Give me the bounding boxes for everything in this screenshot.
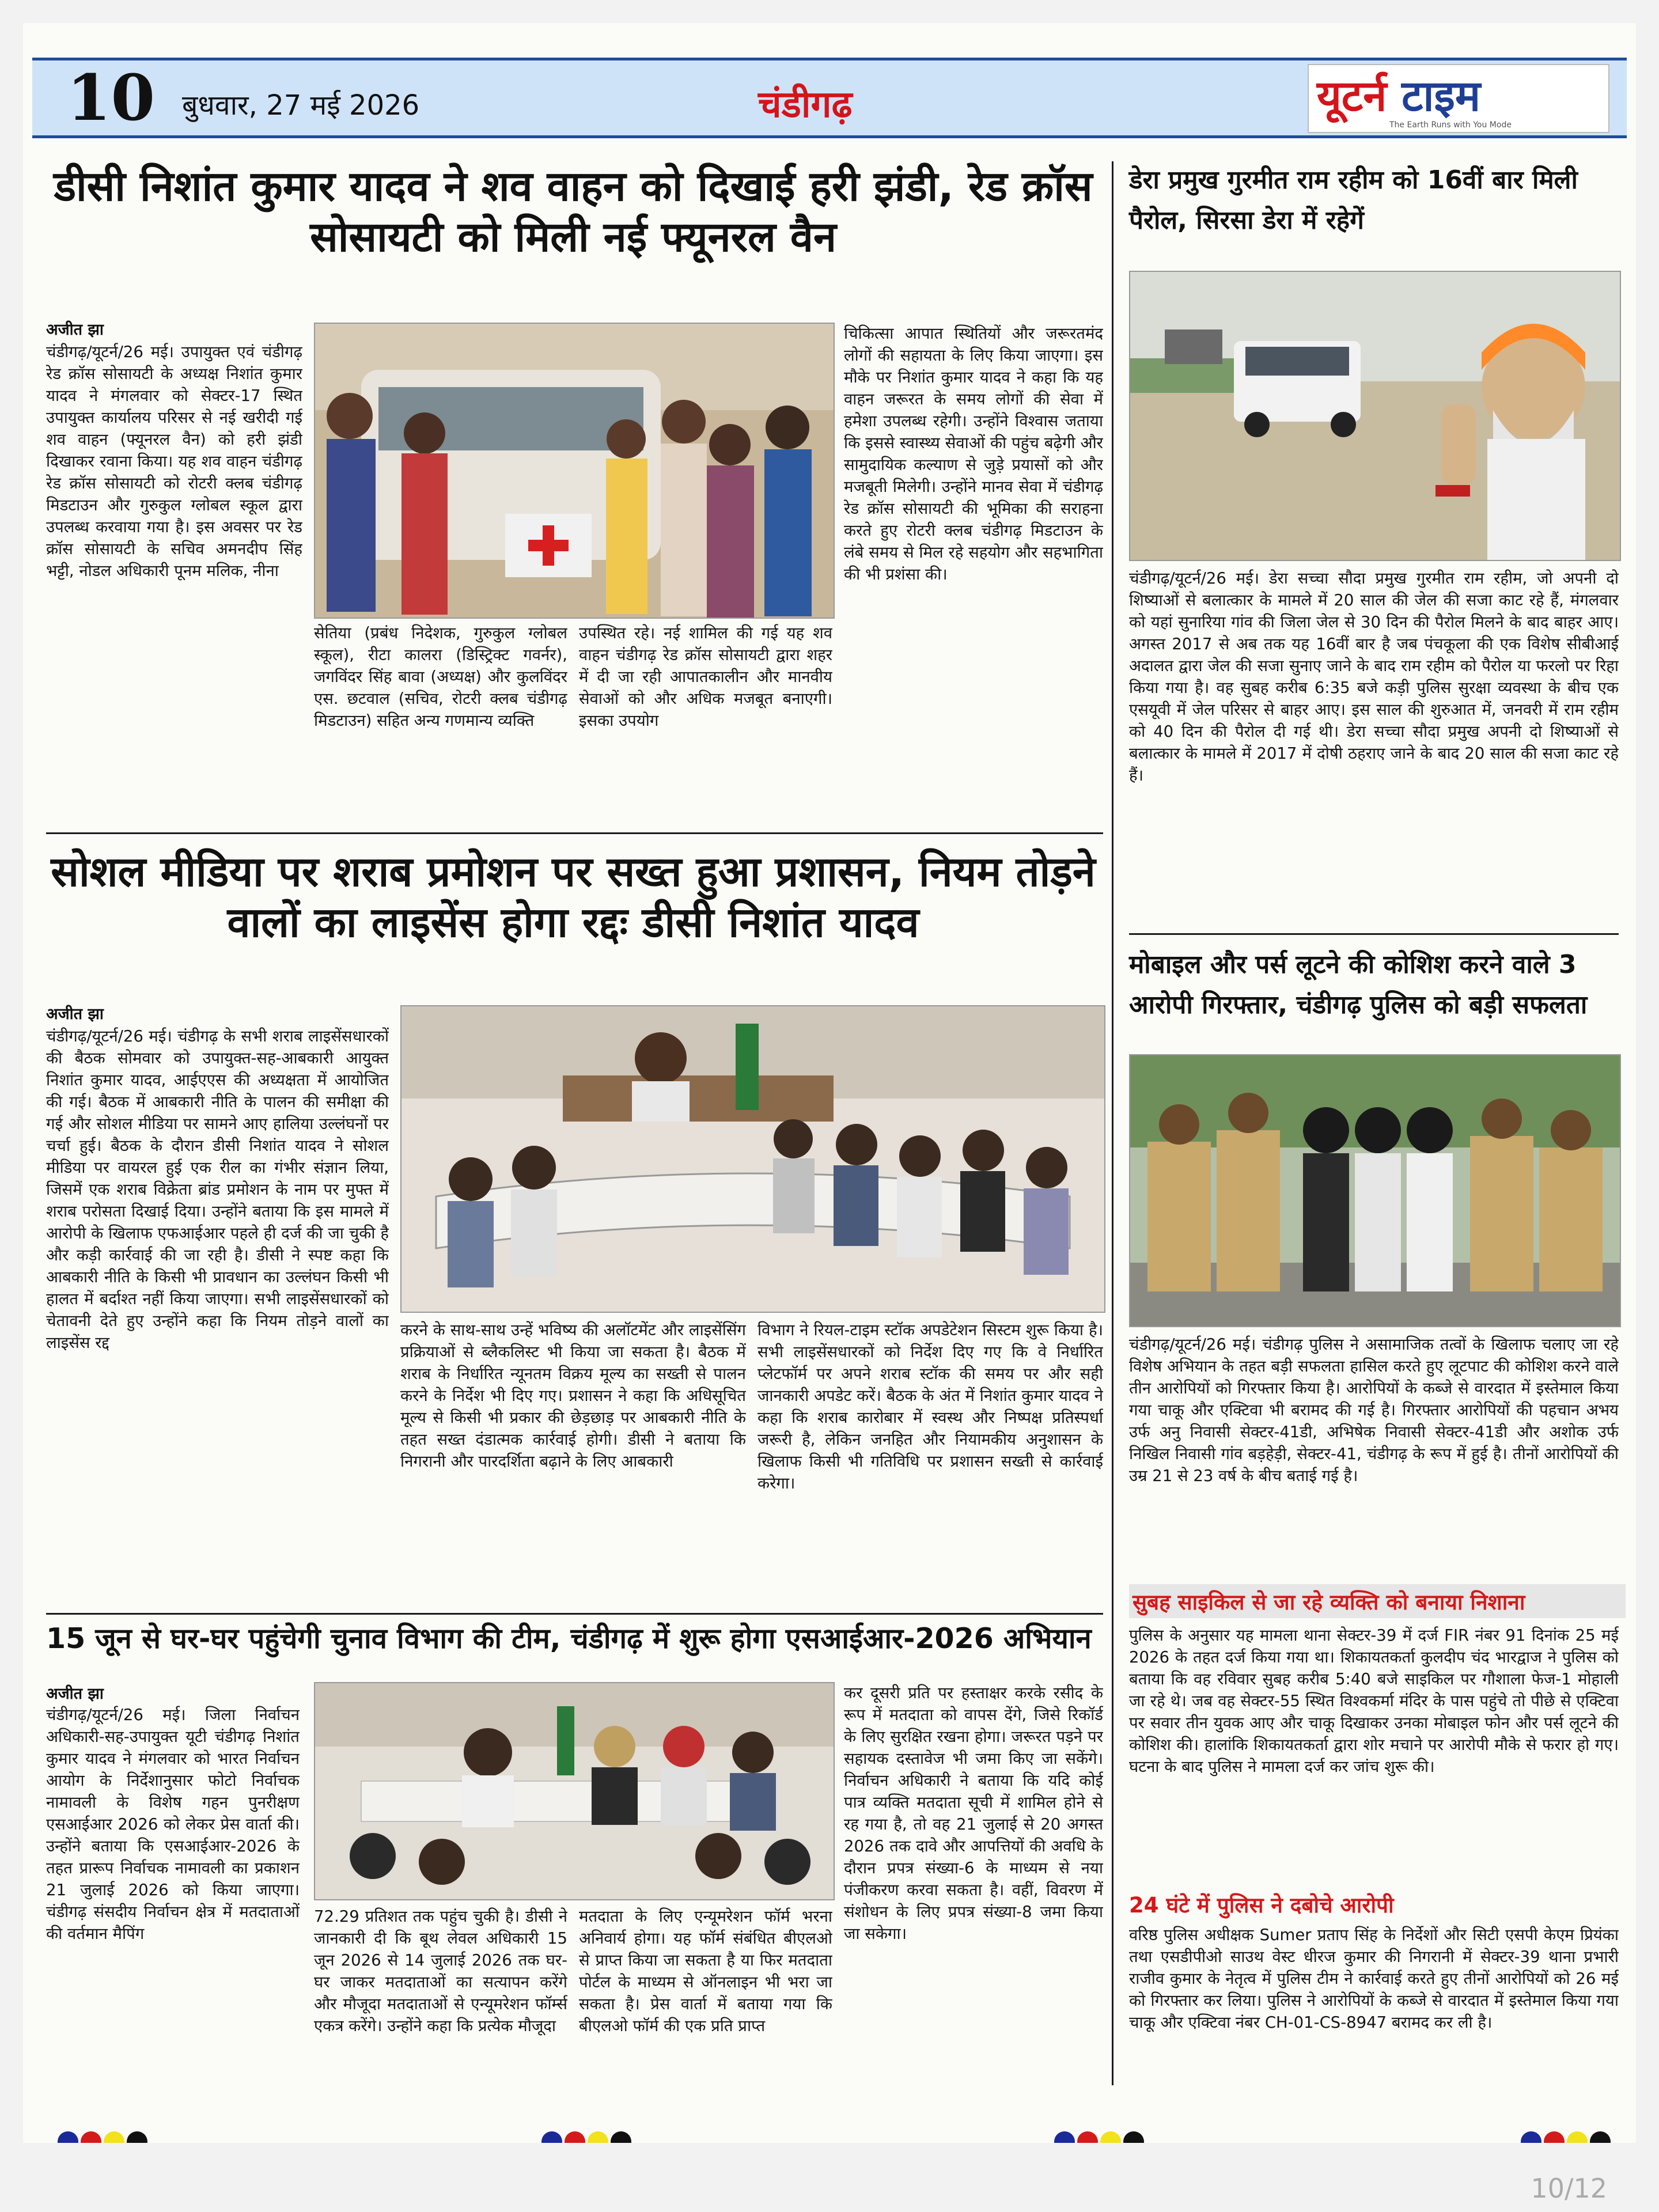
- story5-subhead2: 24 घंटे में पुलिस ने दबोचे आरोपी: [1129, 1893, 1394, 1918]
- story3-col3: मतदाता के लिए एन्यूमरेशन फॉर्म भरना अनिवार्य होगा। यह फॉर्म संबंधित बीएलओ से प्राप्त किया जा सकता है या फिर मतदाता पोर्टल के माध्यम से ऑनलाइन भी भरा जा सकता है। प्रेस वार्ता में बताया गया कि बीएलओ फॉर्म की एक प्रति प्राप्त: [579, 1907, 832, 2035]
- story2-col3: विभाग ने रियल-टाइम स्टॉक अपडेटेशन सिस्टम शुरू किया है। सभी लाइसेंसधारकों को निर्देश दिए गए कि वे निर्धारित प्लेटफॉर्म पर अपने शराब स्टॉक की समय पर और सही जानकारी अपडेट करें। बैठक के अंत में निशांत कुमार यादव ने कहा कि शराब कारोबार में स्वस्थ और निष्पक्ष प्रतिस्पर्धा जरूरी है, लेकिन जनहित और नियामकीय अनुशासन के खिलाफ किसी भी गतिविधि पर प्रशासन सख्ती से कार्रवाई करेगा।: [757, 1321, 1103, 1493]
- column-divider: [1112, 161, 1113, 2085]
- story-divider: [46, 832, 1103, 834]
- story1-col3: उपस्थित रहे। नई शामिल की गई यह शव वाहन चंडीगढ़ रेड क्रॉस सोसायटी द्वारा शहर में दी जा रही आपातकालीन और मानवीय सेवाओं को और अधिक मजबूत बनाएगी। इसका उपयोग: [579, 624, 832, 730]
- meeting-illustration: [402, 1006, 1104, 1312]
- story3-headline: 15 जून से घर-घर पहुंचेगी चुनाव विभाग की टीम, चंडीगढ़ में शुरू होगा एसआईआर-2026 अभियान: [46, 1622, 1092, 1655]
- black-dot: [1590, 2131, 1611, 2143]
- story3-byline: अजीत झा: [46, 1685, 104, 1703]
- yellow-dot: [104, 2131, 124, 2143]
- page-counter: 10/12: [1531, 2173, 1607, 2204]
- story5-headline: मोबाइल और पर्स लूटने की कोशिश करने वाले 3 आरोपी गिरफ्तार, चंडीगढ़ पुलिस को बड़ी सफलता: [1129, 950, 1588, 1020]
- story5-body2: पुलिस के अनुसार यह मामला थाना सेक्टर-39 में दर्ज FIR नंबर 91 दिनांक 25 मई 2026 के तहत दर्ज किया गया था। शिकायतकर्ता कुलदीप चंद भारद्वाज ने पुलिस को बताया कि वह रविवार सुबह करीब 5:40 बजे साइकिल पर गौशाला फेज-1 मोहाली जा रहे थे। जब वह सेक्टर-55 स्थित विश्वकर्मा मंदिर के पास पहुंचे तो पीछे से एक्टिवा पर सवार तीन युवक आए और चाकू दिखाकर उनका मोबाइल फोन और पर्स लूटने की कोशिश की। हालांकि शिकायतकर्ता द्वारा शोर मचाने पर आरोपी मौके से फरार हो गए। घटना के बाद पुलिस ने मामला दर्ज कर जांच शुरू की।: [1129, 1626, 1619, 1776]
- story1-headline: डीसी निशांत कुमार यादव ने शव वाहन को दिखाई हरी झंडी, रेड क्रॉस सोसायटी को मिली नई फ्यूनरल वैन: [54, 162, 1093, 261]
- arrest-illustration: [1130, 1055, 1620, 1326]
- funeral-van-illustration: [315, 324, 834, 618]
- newspaper-logo: [1308, 64, 1609, 133]
- newspaper-page: [23, 23, 1636, 2143]
- red-dot: [1077, 2131, 1098, 2143]
- story1-col1: चंडीगढ़/यूटर्न/26 मई। उपायुक्त एवं चंडीगढ़ रेड क्रॉस सोसायटी के अध्यक्ष निशांत कुमार यादव ने मंगलवार को सेक्टर-17 स्थित उपायुक्त कार्यालय परिसर से नई खरीदी गई शव वाहन (फ्यूनरल वैन) को हरी झंडी दिखाकर रवाना किया। यह शव वाहन चंडीगढ़ रेड क्रॉस सोसायटी को रोटरी क्लब चंडीगढ़ मिडटाउन और गुरुकुल ग्लोबल स्कूल द्वारा उपलब्ध करवाया गया है। इस अवसर पर रेड क्रॉस सोसायटी के सचिव अमनदीप सिंह भट्टी, नोडल अधिकारी पूनम मलिक, नीना: [46, 343, 302, 580]
- funeral-van-photo: [314, 323, 835, 619]
- color-registration-dots: [541, 2131, 634, 2143]
- story4-headline: डेरा प्रमुख गुरमीत राम रहीम को 16वीं बार मिली पैरोल, सिरसा डेरा में रहेगें: [1129, 165, 1578, 235]
- blue-dot: [1521, 2131, 1541, 2143]
- yellow-dot: [588, 2131, 608, 2143]
- page-number: 10: [67, 60, 156, 135]
- logo-part2: टाइम: [1402, 71, 1481, 121]
- color-registration-dots: [1521, 2131, 1613, 2143]
- story2-col2: करने के साथ-साथ उन्हें भविष्य की अलॉटमेंट और लाइसेंसिंग प्रक्रियाओं से ब्लैकलिस्ट भी किया जा सकता है। बैठक में शराब के निर्धारित न्यूनतम विक्रय मूल्य का सख्ती से पालन करने के निर्देश भी दिए गए। प्रशासन ने कहा कि अधिसूचित मूल्य से किसी भी प्रकार की छेड़छाड़ पर आबकारी नीति के तहत सख्त दंडात्मक कार्रवाई होगी। डीसी ने बताया कि निगरानी और पारदर्शिता बढ़ाने के लिए आबकारी: [400, 1321, 746, 1471]
- color-registration-dots: [1054, 2131, 1146, 2143]
- story-divider: [46, 1613, 1103, 1615]
- color-registration-dots: [58, 2131, 150, 2143]
- parole-photo: [1129, 271, 1621, 561]
- red-dot: [565, 2131, 585, 2143]
- story-divider: [1129, 933, 1619, 935]
- black-dot: [127, 2131, 147, 2143]
- section-city: चंडीगढ़: [758, 84, 853, 126]
- story1-col4: चिकित्सा आपात स्थितियों और जरूरतमंद लोगों की सहायता के लिए किया जाएगा। इस मौके पर निशांत कुमार यादव ने कहा कि यह वाहन जरूरत के समय लोगों की सेवा में हमेशा उपलब्ध रहेगी। उन्होंने विश्वास जताया कि इससे स्वास्थ्य सेवाओं की पहुंच बढ़ेगी और सामुदायिक कल्याण से जुड़े प्रयासों को और मजबूती मिलेगी। उन्होंने मानव सेवा में चंडीगढ़ रेड क्रॉस सोसायटी की भूमिका की सराहना करते हुए रोटरी क्लब चंडीगढ़ मिडटाउन के लंबे समय से मिल रहे सहयोग और सहभागिता की भी प्रशंसा की।: [844, 324, 1103, 584]
- press-conference-photo: [314, 1682, 835, 1900]
- story2-col1: चंडीगढ़/यूटर्न/26 मई। चंडीगढ़ के सभी शराब लाइसेंसधारकों की बैठक सोमवार को उपायुक्त-सह-आबकारी आयुक्त निशांत कुमार यादव, आईएएस की अध्यक्षता में आयोजित की गई। बैठक में आबकारी नीति के पालन की समीक्षा की गई और सोशल मीडिया पर सामने आए हालिया उल्लंघनों पर चर्चा हुई। बैठक के दौरान डीसी निशांत यादव ने सोशल मीडिया पर वायरल हुई एक रील का गंभीर संज्ञान लिया, जिसमें एक शराब विक्रेता ब्रांड प्रमोशन के नाम पर मुफ्त में शराब परोसता दिखाई दिया। उन्होंने बताया कि इस मामले में आरोपी के खिलाफ एफआईआर पहले ही दर्ज की जा चुकी है और कड़ी कार्रवाई की जा रही है। डीसी ने स्पष्ट कहा कि आबकारी नीति के किसी भी प्रावधान का उल्लंघन किसी भी हालत में बर्दाश्त नहीं किया जाएगा। सभी लाइसेंसधारकों को चेतावनी देते हुए उन्होंने कहा कि नियम तोड़ने वालों का लाइसेंस रद्द: [46, 1027, 389, 1352]
- blue-dot: [541, 2131, 562, 2143]
- story4-body: चंडीगढ़/यूटर्न/26 मई। डेरा सच्चा सौदा प्रमुख गुरमीत राम रहीम, जो अपनी दो शिष्याओं से बलात्कार के मामले में 20 साल की जेल की सजा काट रहे हैं, मंगलवार को यहां सुनारिया गांव की जिला जेल से 30 दिन की पैरोल मिलने के बाद बाहर आए। अगस्त 2017 से अब तक यह 16वीं बार है जब पंचकूला की एक विशेष सीबीआई अदालत द्वारा जेल की सजा सुनाए जाने के बाद राम रहीम को पैरोल या फरलो पर रिहा किया गया है। वह सुबह करीब 6:35 बजे कड़ी पुलिस सुरक्षा व्यवस्था के बीच एक एसयूवी में जेल परिसर से बाहर आए। इस साल की शुरुआत में, जनवरी में राम रहीम को 40 दिन की पैरोल दी गई थी। डेरा सच्चा सौदा प्रमुख अपनी दो शिष्याओं से बलात्कार के मामले में 2017 में दोषी ठहराए जाने के बाद 20 साल की सजा काट रहे हैं।: [1129, 569, 1619, 785]
- yellow-dot: [1567, 2131, 1588, 2143]
- yellow-dot: [1100, 2131, 1121, 2143]
- black-dot: [611, 2131, 631, 2143]
- page-header: [32, 58, 1627, 138]
- story2-headline: सोशल मीडिया पर शराब प्रमोशन पर सख्त हुआ प्रशासन, नियम तोड़ने वालों का लाइसेंस होगा रद्दः डीसी निशांत यादव: [51, 847, 1096, 946]
- logo-tagline: The Earth Runs with You Mode: [1389, 120, 1512, 130]
- parole-illustration: [1130, 272, 1620, 560]
- blue-dot: [1054, 2131, 1075, 2143]
- story1-byline: अजीत झा: [46, 321, 104, 339]
- story5-subhead1: सुबह साइकिल से जा रहे व्यक्ति को बनाया निशाना: [1129, 1584, 1626, 1618]
- story3-col1: चंडीगढ़/यूटर्न/26 मई। जिला निर्वाचन अधिकारी-सह-उपायुक्त यूटी चंडीगढ़ निशांत कुमार यादव ने मंगलवार को भारत निर्वाचन आयोग के निर्देशानुसार फोटो निर्वाचक नामावली के विशेष गहन पुनरीक्षण एसआईआर 2026 को लेकर प्रेस वार्ता की। उन्होंने बताया कि एसआईआर-2026 के तहत प्रारूप निर्वाचक नामावली का प्रकाशन 21 जुलाई 2026 को किया जाएगा। चंडीगढ़ संसदीय निर्वाचन क्षेत्र में मतदाताओं की वर्तमान मैपिंग: [46, 1706, 300, 1943]
- black-dot: [1123, 2131, 1144, 2143]
- story5-body3: वरिष्ठ पुलिस अधीक्षक Sumer प्रताप सिंह के निर्देशों और सिटी एसपी केएम प्रियंका तथा एसडीपीओ साउथ वेस्ट धीरज कुमार की निगरानी में सेक्टर-39 थाना प्रभारी राजीव कुमार के नेतृत्व में पुलिस टीम ने कार्रवाई करते हुए तीनों आरोपियों को 26 मई को गिरफ्तार कर लिया। पुलिस ने आरोपियों के कब्जे से वारदात में इस्तेमाल किया गया चाकू और एक्टिवा नंबर CH-01-CS-8947 बरामद कर ली है।: [1129, 1926, 1619, 2032]
- excise-meeting-photo: [400, 1005, 1105, 1313]
- story2-byline: अजीत झा: [46, 1005, 104, 1023]
- issue-date: बुधवार, 27 मई 2026: [182, 89, 420, 122]
- blue-dot: [58, 2131, 78, 2143]
- red-dot: [81, 2131, 101, 2143]
- story3-col2: 72.29 प्रतिशत तक पहुंच चुकी है। डीसी ने जानकारी दी कि बूथ लेवल अधिकारी 15 जून 2026 से 14 जुलाई 2026 तक घर-घर जाकर मतदाताओं का सत्यापन करेंगे और मौजूदा मतदाताओं से एन्यूमरेशन फॉर्म्स एकत्र करेंगे। उन्होंने कहा कि प्रत्येक मौजूदा: [314, 1907, 567, 2035]
- arrest-photo: [1129, 1054, 1621, 1327]
- red-dot: [1544, 2131, 1565, 2143]
- story1-col2: सेतिया (प्रबंध निदेशक, गुरुकुल ग्लोबल स्कूल), रीटा कालरा (डिस्ट्रिक्ट गवर्नर), जगविंदर सिंह बावा (अध्यक्ष) और कुलविंदर एस. छटवाल (सचिव, रोटरी क्लब चंडीगढ़ मिडटाउन) सहित अन्य गणमान्य व्यक्ति: [314, 624, 567, 730]
- story5-body1: चंडीगढ़/यूटर्न/26 मई। चंडीगढ़ पुलिस ने असामाजिक तत्वों के खिलाफ चलाए जा रहे विशेष अभियान के तहत बड़ी सफलता हासिल करते हुए लूटपाट की कोशिश करने वाले तीन आरोपियों को गिरफ्तार किया है। आरोपियों के कब्जे से वारदात में इस्तेमाल किया गया चाकू और एक्टिवा भी बरामद की गई है। गिरफ्तार आरोपियों की पहचान अभय उर्फ अनु निवासी सेक्टर-41डी, अभिषेक निवासी सेक्टर-41डी और अशोक उर्फ निखिल निवासी गांव बड़हेड़ी, सेक्टर-41, चंडीगढ़ के रूप में हुई है। तीनों आरोपियों की उम्र 21 से 23 वर्ष के बीच बताई गई है।: [1129, 1335, 1619, 1485]
- logo-part1: यूटर्न: [1317, 71, 1387, 121]
- press-conference-illustration: [315, 1683, 834, 1899]
- story3-col4: कर दूसरी प्रति पर हस्ताक्षर करके रसीद के रूप में मतदाता को वापस देंगे, जिसे रिकॉर्ड के लिए सुरक्षित रखना होगा। जरूरत पड़ने पर सहायक दस्तावेज भी जमा किए जा सकेंगे। निर्वाचन अधिकारी ने बताया कि यदि कोई पात्र व्यक्ति मतदाता सूची में शामिल होने से रह गया है, तो वह 21 जुलाई से 20 अगस्त 2026 तक दावे और आपत्तियों की अवधि के दौरान प्रपत्र संख्या-6 के माध्यम से नया पंजीकरण करवा सकता है। वहीं, विवरण में संशोधन के लिए प्रपत्र संख्या-8 जमा किया जा सकेगा।: [844, 1684, 1103, 1943]
